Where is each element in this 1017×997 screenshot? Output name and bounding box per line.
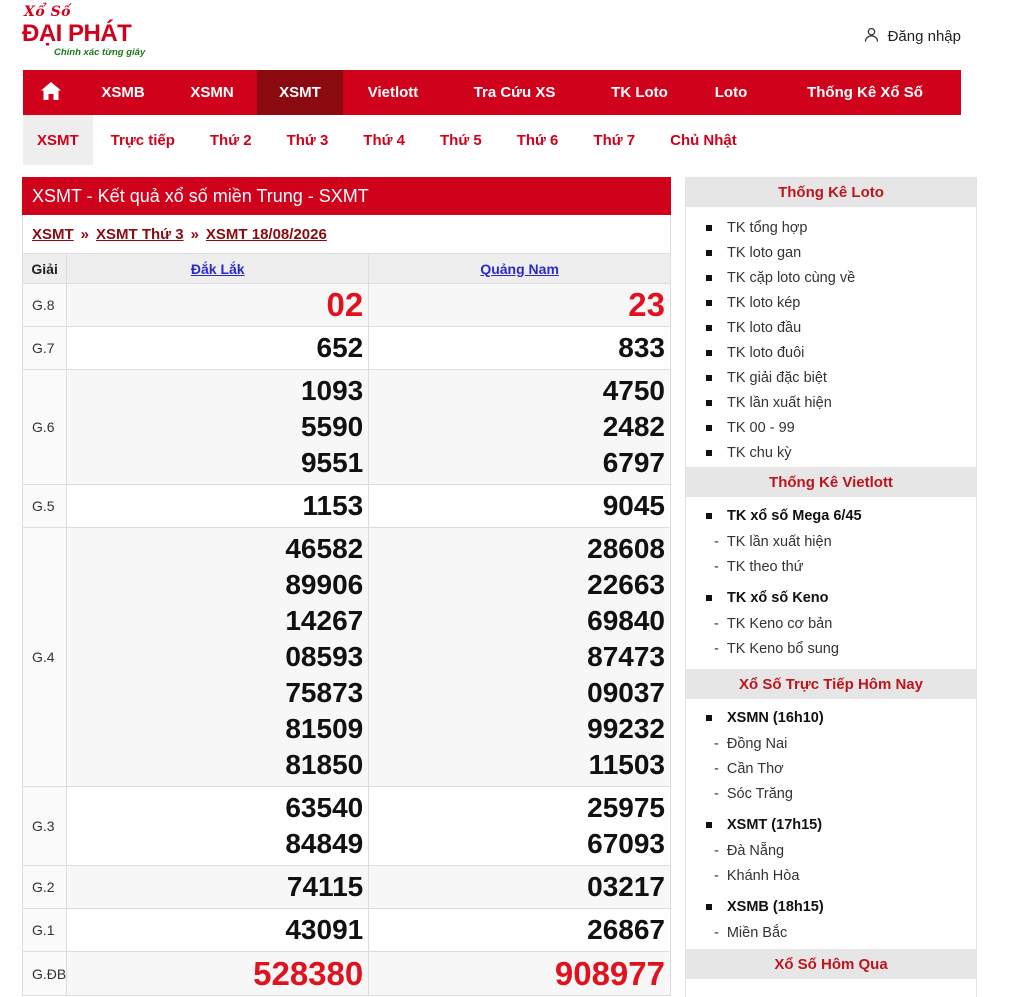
sidebar-group-title[interactable]: TK xổ số Keno <box>706 584 976 611</box>
prize-cell <box>369 284 671 327</box>
breadcrumb-separator: » <box>80 225 90 243</box>
loto-stat-link[interactable]: TK 00 - 99 <box>706 415 976 440</box>
prize-cell <box>369 909 671 952</box>
loto-stat-link[interactable]: TK lần xuất hiện <box>706 390 976 415</box>
prize-label: G.6 <box>23 370 67 485</box>
prize-number: 908977 <box>554 954 665 992</box>
nav-vietlott[interactable]: Vietlott <box>367 84 419 101</box>
sidebar-sub-link[interactable] <box>706 863 976 888</box>
dash-icon: - <box>714 533 719 550</box>
prize-row <box>23 370 671 485</box>
loto-stat-link[interactable]: TK loto kép <box>706 290 976 315</box>
live-groups <box>686 699 976 949</box>
user-icon <box>863 26 880 47</box>
prize-number: 11503 <box>588 749 665 780</box>
nav-loto[interactable]: Loto <box>714 84 748 101</box>
sidebar-sub-link[interactable] <box>706 838 976 863</box>
nav-xsmt[interactable]: XSMT <box>257 70 343 115</box>
subnav-thu-7[interactable]: Thứ 7 <box>593 131 636 149</box>
dash-icon: - <box>714 842 719 859</box>
home-icon <box>41 82 61 104</box>
login-link[interactable] <box>863 26 961 47</box>
prize-label: G.8 <box>23 284 67 327</box>
prize-cell <box>67 866 369 909</box>
sidebar-group-title[interactable]: XSMT (17h15) <box>706 811 976 838</box>
prize-label: G.5 <box>23 485 67 528</box>
prize-number: 63540 <box>285 792 364 823</box>
dash-icon: - <box>714 558 719 575</box>
sidebar-sub-label: TK lần xuất hiện <box>726 533 832 550</box>
prize-cell <box>369 787 671 866</box>
dash-icon: - <box>714 615 719 632</box>
result-table <box>22 253 671 996</box>
sidebar-sub-link[interactable] <box>706 611 976 636</box>
vietlott-groups <box>686 497 976 665</box>
prize-number: 1093 <box>300 375 364 406</box>
subnav-thu-5[interactable]: Thứ 5 <box>440 131 482 149</box>
prize-number: 43091 <box>285 914 364 945</box>
prize-cell <box>67 528 369 787</box>
sidebar-sub-link[interactable] <box>706 920 976 945</box>
prize-label: G.7 <box>23 327 67 370</box>
prize-label: G.2 <box>23 866 67 909</box>
prize-number: 67093 <box>587 828 665 859</box>
prize-number: 81850 <box>285 749 364 780</box>
sidebar-group <box>686 888 976 949</box>
result-title: XSMT - Kết quả xổ số miền Trung - SXMT <box>22 177 671 215</box>
prize-number: 9551 <box>300 447 364 478</box>
prize-number: 5590 <box>300 411 364 442</box>
breadcrumb-xsmt[interactable]: XSMT <box>32 225 74 243</box>
loto-stat-link[interactable]: TK loto đuôi <box>706 340 976 365</box>
prize-cell <box>369 866 671 909</box>
prize-label: G.ĐB <box>23 952 67 996</box>
sidebar-group-title[interactable]: XSMB (18h15) <box>706 893 976 920</box>
login-label: Đăng nhập <box>887 28 961 45</box>
sidebar-sub-label: Đà Nẵng <box>726 842 785 859</box>
dash-icon: - <box>714 760 719 777</box>
sidebar-sub-label: Khánh Hòa <box>726 867 800 884</box>
nav-xsmn[interactable]: XSMN <box>190 84 234 101</box>
sidebar-vietlott-title: Thống Kê Vietlott <box>686 467 976 497</box>
sidebar-sub-label: TK theo thứ <box>726 558 804 575</box>
prize-number: 89906 <box>285 569 364 600</box>
prize-number: 652 <box>316 332 364 363</box>
prize-number: 81509 <box>285 713 364 744</box>
sidebar-group-title[interactable]: TK xổ số Mega 6/45 <box>706 502 976 529</box>
sidebar-sub-link[interactable] <box>706 781 976 806</box>
prize-cell <box>369 485 671 528</box>
subnav-thu-2[interactable]: Thứ 2 <box>209 131 252 149</box>
prize-label: G.3 <box>23 787 67 866</box>
sidebar <box>685 177 977 997</box>
subnav-xsmt[interactable]: XSMT <box>23 115 93 165</box>
subnav-thu-6[interactable]: Thứ 6 <box>516 131 559 149</box>
sidebar-group-title[interactable]: XSMN (16h10) <box>706 704 976 731</box>
sidebar-group <box>686 579 976 665</box>
sidebar-group <box>686 806 976 888</box>
sidebar-sub-link[interactable] <box>706 554 976 579</box>
prize-cell <box>67 952 369 996</box>
logo-brand: ĐẠI PHÁT <box>22 20 132 47</box>
sidebar-sub-label: Miền Bắc <box>726 924 788 941</box>
table-header-row <box>23 254 671 284</box>
col-prize-header: Giải <box>23 254 67 284</box>
prize-cell <box>67 284 369 327</box>
home-button[interactable] <box>23 70 79 115</box>
prize-cell <box>67 485 369 528</box>
province-quang-nam-link[interactable]: Quảng Nam <box>369 254 671 284</box>
prize-number: 74115 <box>286 871 364 902</box>
prize-cell <box>67 787 369 866</box>
prize-number: 69840 <box>587 605 665 636</box>
sidebar-sub-link[interactable] <box>706 636 976 661</box>
subnav-thu-3[interactable]: Thứ 3 <box>286 131 329 149</box>
prize-number: 99232 <box>587 713 665 744</box>
prize-number: 87473 <box>587 641 665 672</box>
sidebar-sub-link[interactable] <box>706 529 976 554</box>
breadcrumb-date[interactable]: XSMT 18/08/2026 <box>205 225 327 243</box>
prize-cell <box>67 909 369 952</box>
sidebar-sub-label: TK Keno cơ bản <box>726 615 833 632</box>
prize-row <box>23 866 671 909</box>
prize-number: 02 <box>326 286 364 323</box>
sidebar-sub-link[interactable] <box>706 731 976 756</box>
prize-number: 6797 <box>602 447 665 478</box>
subnav-truc-tiep[interactable]: Trực tiếp <box>110 131 175 149</box>
prize-number: 22663 <box>587 569 665 600</box>
sidebar-group <box>686 699 976 806</box>
loto-stat-link[interactable]: TK loto gan <box>706 240 976 265</box>
breadcrumb-xsmt-thu-3[interactable]: XSMT Thứ 3 <box>96 225 184 243</box>
prize-cell <box>369 952 671 996</box>
prize-number: 528380 <box>253 954 364 992</box>
site-logo[interactable] <box>22 4 162 60</box>
prize-label: G.4 <box>23 528 67 787</box>
dash-icon: - <box>714 640 719 657</box>
prize-number: 46582 <box>285 533 364 564</box>
loto-stat-link[interactable]: TK loto đầu <box>706 315 976 340</box>
dash-icon: - <box>714 867 719 884</box>
prize-cell <box>369 528 671 787</box>
dash-icon: - <box>714 785 719 802</box>
nav-tk-loto[interactable]: TK Loto <box>611 84 668 101</box>
loto-stats-list <box>686 207 976 467</box>
prize-cell <box>67 327 369 370</box>
prize-row <box>23 787 671 866</box>
loto-stat-link[interactable]: TK tổng hợp <box>706 215 976 240</box>
loto-stat-link[interactable]: TK cặp loto cùng về <box>706 265 976 290</box>
prize-number: 9045 <box>602 490 665 521</box>
dash-icon: - <box>714 924 719 941</box>
prize-number: 08593 <box>285 641 364 672</box>
prize-number: 14267 <box>285 605 364 636</box>
loto-stat-link[interactable]: TK chu kỳ <box>706 440 976 465</box>
prize-number: 26867 <box>587 914 665 945</box>
sidebar-sub-label: TK Keno bổ sung <box>726 640 839 657</box>
logo-tagline: Chính xác từng giây <box>54 47 146 58</box>
sidebar-sub-label: Đồng Nai <box>726 735 788 752</box>
prize-number: 03217 <box>587 871 665 902</box>
prize-number: 28608 <box>587 533 665 564</box>
prize-number: 1153 <box>302 490 364 521</box>
prize-row <box>23 485 671 528</box>
prize-number: 23 <box>628 286 665 323</box>
logo-script: Xổ Số <box>24 4 72 20</box>
prize-number: 833 <box>618 332 665 363</box>
prize-row <box>23 952 671 996</box>
prize-label: G.1 <box>23 909 67 952</box>
prize-cell <box>67 370 369 485</box>
sub-nav <box>23 115 754 165</box>
province-dak-lak-link[interactable]: Đắk Lắk <box>67 254 369 284</box>
nav-thong-ke-xo-so[interactable]: Thống Kê Xổ Số <box>807 84 923 101</box>
prize-row <box>23 909 671 952</box>
main-nav <box>23 70 961 115</box>
prize-cell <box>369 370 671 485</box>
prize-row <box>23 528 671 787</box>
prize-number: 75873 <box>285 677 364 708</box>
subnav-thu-4[interactable]: Thứ 4 <box>363 131 405 149</box>
prize-number: 84849 <box>285 828 364 859</box>
sidebar-live-title: Xổ Số Trực Tiếp Hôm Nay <box>686 669 976 699</box>
result-panel <box>22 177 671 996</box>
subnav-chu-nhat[interactable]: Chủ Nhật <box>670 131 737 149</box>
sidebar-sub-link[interactable] <box>706 756 976 781</box>
sidebar-sub-label: Sóc Trăng <box>726 785 793 802</box>
prize-number: 09037 <box>587 677 665 708</box>
dash-icon: - <box>714 735 719 752</box>
sidebar-yesterday-title: Xổ Số Hôm Qua <box>686 949 976 979</box>
loto-stat-link[interactable]: TK giải đặc biệt <box>706 365 976 390</box>
breadcrumb-separator: » <box>190 225 199 243</box>
prize-number: 2482 <box>602 411 665 442</box>
sidebar-sub-label: Cần Thơ <box>726 760 784 777</box>
sidebar-loto-title: Thống Kê Loto <box>686 177 976 207</box>
prize-row <box>23 284 671 327</box>
prize-number: 4750 <box>602 375 665 406</box>
breadcrumb <box>22 215 671 253</box>
nav-tra-cuu-xs[interactable]: Tra Cứu XS <box>473 84 556 101</box>
prize-cell <box>369 327 671 370</box>
prize-number: 25975 <box>587 792 665 823</box>
nav-xsmb[interactable]: XSMB <box>101 84 145 101</box>
prize-row <box>23 327 671 370</box>
sidebar-group <box>686 497 976 579</box>
